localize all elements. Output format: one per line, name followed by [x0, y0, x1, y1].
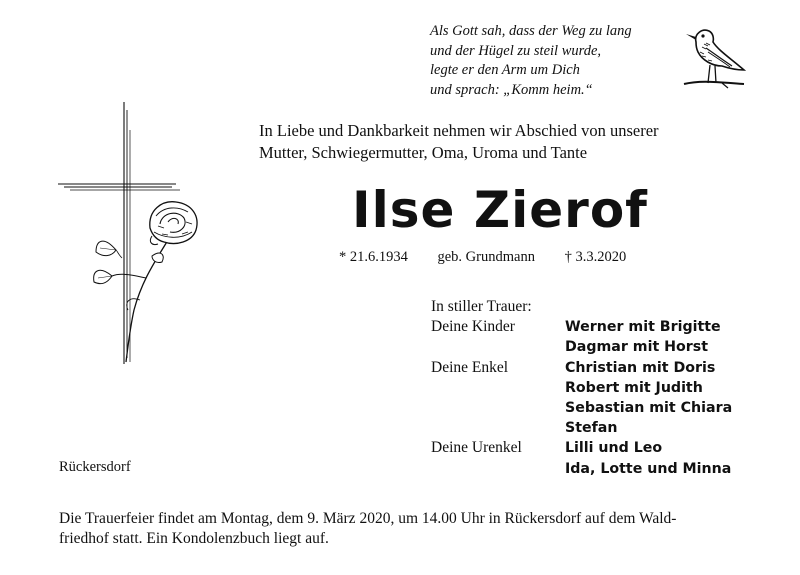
mourners-list	[431, 297, 771, 479]
birth-date: * 21.6.1934	[339, 249, 408, 265]
cross-with-rose-icon	[56, 100, 216, 370]
mourners-heading: In stiller Trauer:	[431, 298, 532, 315]
mourner-name: Dagmar mit Horst	[565, 339, 709, 356]
poem-line: Als Gott sah, dass der Weg zu lang	[430, 23, 632, 39]
intro-line: In Liebe und Dankbarkeit nehmen wir Abschied von unserer	[259, 121, 659, 140]
poem-line: legte er den Arm um Dich	[430, 62, 580, 78]
mourner-name: Robert mit Judith	[565, 379, 703, 396]
mourner-name: Ida, Lotte und Minna	[565, 460, 732, 477]
mourner-group-label: Deine Kinder	[431, 318, 515, 336]
mourner-name: Stefan	[565, 420, 618, 437]
mourner-names	[565, 438, 731, 478]
mourner-name: Sebastian mit Chiara	[565, 400, 733, 417]
poem	[430, 22, 680, 100]
intro-text	[259, 120, 759, 164]
intro-line: Mutter, Schwiegermutter, Oma, Uroma und Tante	[259, 143, 588, 162]
notice-line: friedhof statt. Ein Kondolenzbuch liegt auf.	[59, 530, 329, 547]
poem-line: und der Hügel zu steil wurde,	[430, 42, 602, 59]
mourner-group-label: Deine Urenkel	[431, 439, 522, 457]
place-name: Rückersdorf	[59, 459, 131, 475]
maiden-name: geb. Grundmann	[437, 249, 535, 265]
mourner-group-label: Deine Enkel	[431, 358, 509, 376]
mourner-name: Lilli und Leo	[565, 440, 663, 457]
mourner-group-children	[431, 317, 771, 357]
deceased-name: Ilse Zierof	[352, 181, 648, 239]
mourner-names	[565, 358, 732, 439]
mourner-name: Werner mit Brigitte	[565, 319, 721, 336]
notice-line: Die Trauerfeier findet am Montag, dem 9. März 2020, um 14.00 Uhr in Rückersdorf auf dem Wald-	[59, 510, 677, 527]
life-dates	[339, 249, 626, 266]
poem-line: und sprach: „Komm heim.“	[430, 81, 593, 98]
mourner-name: Christian mit Doris	[565, 359, 716, 376]
mourner-group-great-grandchildren	[431, 438, 771, 478]
bird-icon	[682, 22, 746, 92]
funeral-notice	[59, 509, 759, 549]
death-date: † 3.3.2020	[564, 249, 627, 265]
mourner-names	[565, 317, 721, 357]
mourner-group-grandchildren	[431, 358, 771, 439]
